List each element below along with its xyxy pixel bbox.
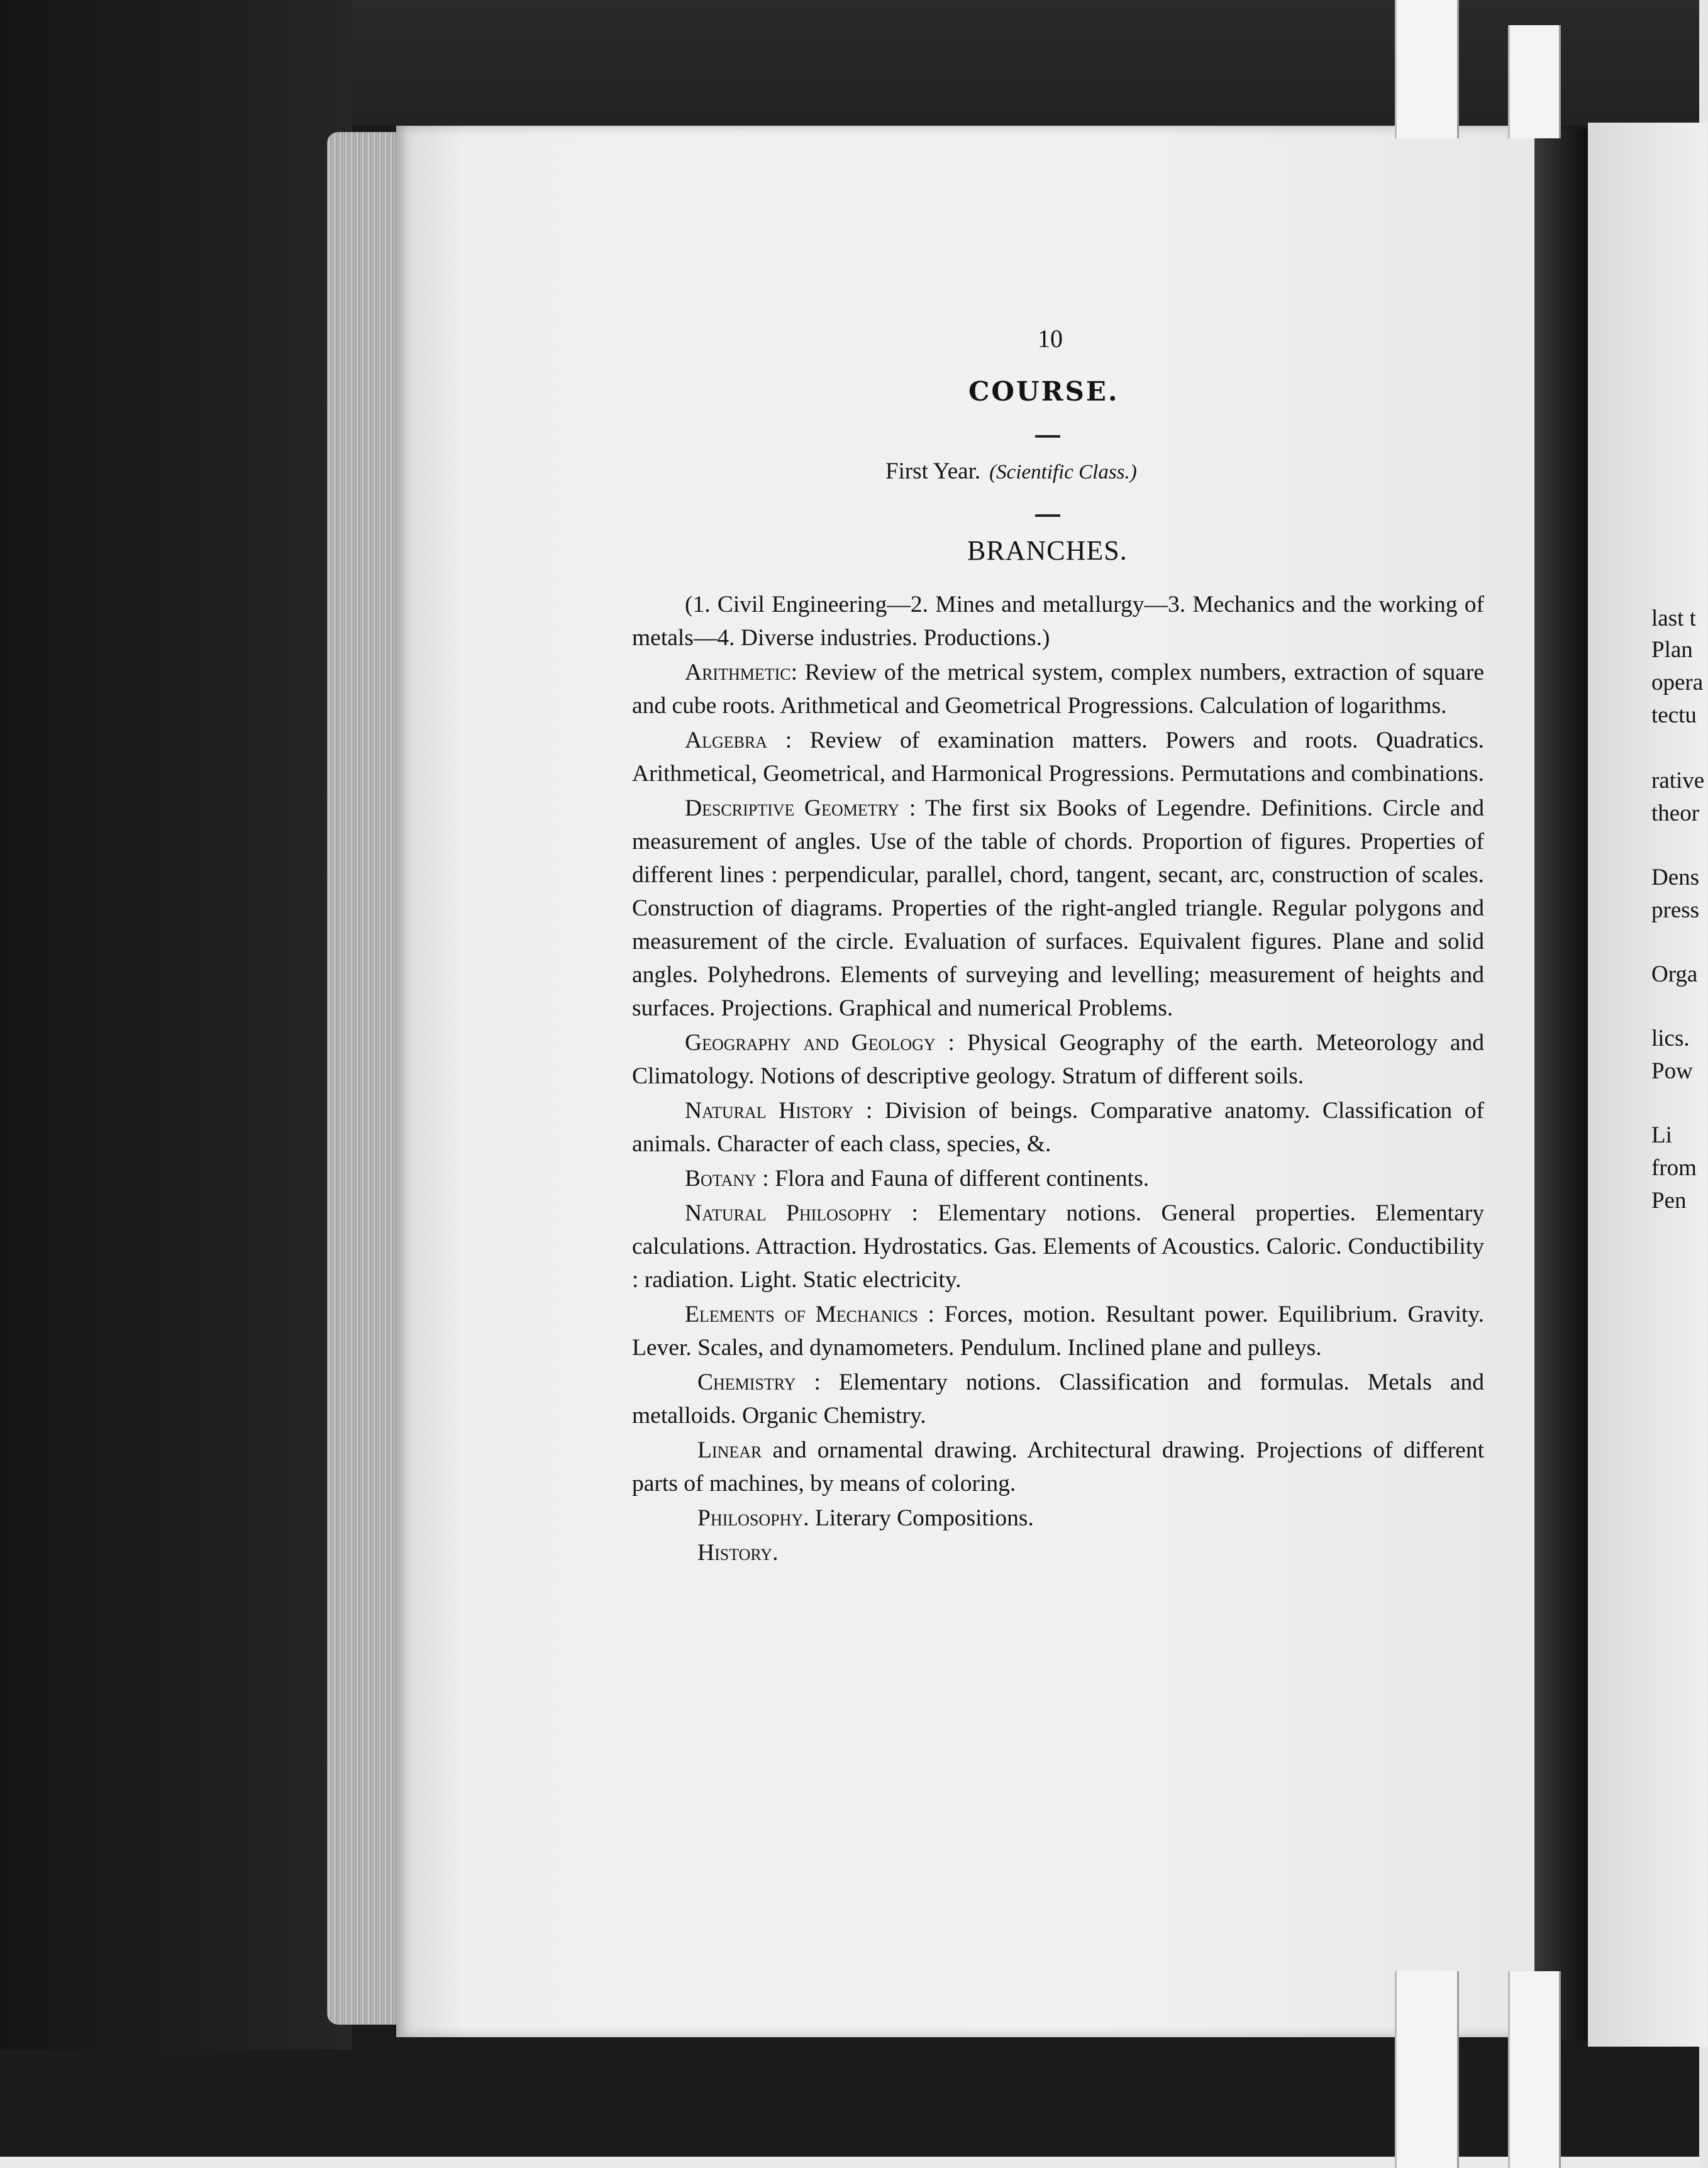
scan-backdrop-left (0, 0, 352, 2168)
branches-list (632, 588, 1484, 1571)
subheading-year: First Year. (885, 458, 981, 484)
branch-lead: Natural Philosophy (685, 1200, 892, 1226)
branches-paragraph (632, 1026, 1484, 1093)
branches-paragraph (632, 792, 1484, 1025)
right-page-fragment: Pen (1651, 1188, 1687, 1214)
branch-lead: Natural History (685, 1098, 854, 1124)
branches-paragraph (632, 1094, 1484, 1161)
right-page-fragment: rative (1651, 768, 1705, 794)
branches-paragraph (632, 1366, 1484, 1432)
branches-paragraph (632, 1197, 1484, 1297)
branch-lead: Algebra (685, 727, 768, 753)
branch-text: : Physical Geography of the earth. Meteorology and Climatology. Notions of descriptive geology. Stratum of different soils. (632, 1030, 1484, 1089)
branch-text: . Literary Compositions. (803, 1505, 1034, 1531)
right-page-fragment: Orga (1651, 961, 1698, 987)
section-title: BRANCHES. (967, 535, 1128, 566)
bookmark-ribbon (1395, 1971, 1459, 2168)
branch-lead: Chemistry (697, 1369, 796, 1395)
page-number: 10 (1038, 324, 1063, 353)
branches-paragraph (632, 724, 1484, 790)
branches-paragraph (632, 1298, 1484, 1364)
branch-text: : Flora and Fauna of different continents. (756, 1166, 1150, 1192)
right-page-fragment: press (1651, 897, 1700, 923)
bookmark-ribbon (1508, 1971, 1561, 2168)
right-page-fragment: tectu (1651, 702, 1697, 728)
branch-lead: Arithmetic (685, 660, 791, 685)
branch-text: and ornamental drawing. Architectural drawing. Projections of different parts of machines, by means of coloring. (632, 1437, 1484, 1496)
right-page-fragment: Li (1651, 1122, 1672, 1148)
book-gutter-shadow (1534, 129, 1591, 2040)
right-page-fragment: from (1651, 1155, 1697, 1181)
right-page-fragment: lics. (1651, 1026, 1690, 1051)
book-page-right (1588, 123, 1707, 2047)
bookmark-ribbon (1508, 25, 1561, 138)
branch-text: : Forces, motion. Resultant power. Equilibrium. Gravity. Lever. Scales, and dynamometers. Pendulum. Inclined plane and pulleys. (632, 1302, 1484, 1361)
bookmark-ribbon (1395, 0, 1459, 138)
right-page-fragment: theor (1651, 800, 1700, 826)
right-page-fragment: last t (1651, 606, 1696, 631)
branches-paragraph (632, 1536, 1484, 1569)
branches-paragraph (632, 1162, 1484, 1195)
page-heading: COURSE. (968, 376, 1119, 407)
branch-text: (1. Civil Engineering—2. Mines and metallurgy—3. Mechanics and the working of metals—4. Diverse industries. Productions.) (632, 592, 1484, 651)
branches-paragraph (632, 1502, 1484, 1535)
branch-lead: Botany (685, 1166, 757, 1192)
branch-text: : The first six Books of Legendre. Definitions. Circle and measurement of angles. Use of the table of chords. Proportion of figures. Properties of different lines : perpendicular, parallel, chord, tangent, secant, arc, construction of scales. Construction of diagrams. Properties of the right-angled triangle. Regular polygons and measurement of the circle. Evaluation of surfaces. Equivalent figures. Plane and solid angles. Polyhedrons. Elements of surveying and levelling; measurement of heights and surfaces. Projections. Graphical and numerical Problems. (632, 795, 1484, 1021)
right-page-fragment: opera (1651, 670, 1704, 695)
book-page-edges (327, 132, 402, 2025)
branch-text: : Elementary notions. Classification and formulas. Metals and metalloids. Organic Chemistry. (632, 1369, 1484, 1429)
branches-paragraph (632, 588, 1484, 655)
branch-lead: Geography and Geology (685, 1030, 936, 1056)
branch-lead: Linear (697, 1437, 762, 1463)
heading-rule (1035, 435, 1060, 438)
subheading-class: (Scientific Class.) (989, 461, 1137, 484)
branch-lead: Descriptive Geometry (685, 795, 900, 821)
branch-lead: Elements of Mechanics (685, 1302, 918, 1327)
right-page-fragment: Plan (1651, 637, 1693, 663)
branch-text: : Elementary notions. General properties. Elementary calculations. Attraction. Hydrostatics. Gas. Elements of Acoustics. Caloric. Conductibility : radiation. Light. Static electricity. (632, 1200, 1484, 1293)
branches-paragraph (632, 656, 1484, 722)
branch-text: : Review of examination matters. Powers and roots. Quadratics. Arithmetical, Geometrical, and Harmonical Progressions. Permutations and combinations. (632, 727, 1484, 787)
branch-lead: Philosophy (697, 1505, 804, 1531)
branch-text: : Review of the metrical system, complex numbers, extraction of square and cube roots. Arithmetical and Geometrical Progressions. Calculation of logarithms. (632, 660, 1484, 719)
branches-paragraph (632, 1434, 1484, 1500)
page-subheading (885, 458, 1137, 485)
right-page-fragment: Dens (1651, 865, 1700, 890)
branch-text: : Division of beings. Comparative anatomy. Classification of animals. Character of each class, species, &. (632, 1098, 1484, 1157)
branch-lead: History (697, 1540, 773, 1566)
branch-text: . (772, 1540, 779, 1566)
heading-rule (1035, 514, 1060, 517)
right-page-fragment: Pow (1651, 1058, 1693, 1084)
